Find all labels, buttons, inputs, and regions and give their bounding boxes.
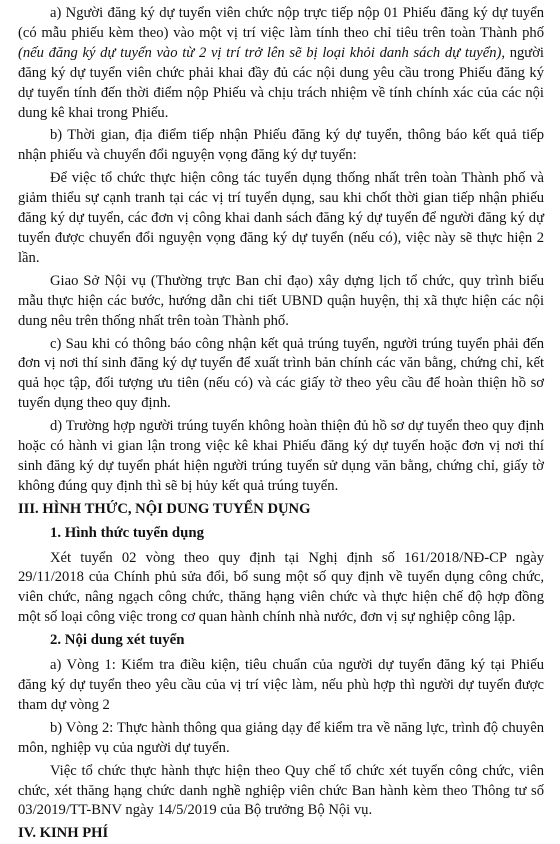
paragraph-2b: b) Vòng 2: Thực hành thông qua giảng dạy để kiểm tra về năng lực, trình độ chuyên môn, nghiệp vụ của người dự tuyển. bbox=[18, 719, 544, 756]
subsection-1-heading: 1. Hình thức tuyển dụng bbox=[50, 524, 205, 541]
paragraph-d: d) Trường hợp người trúng tuyển không hoàn thiện đủ hồ sơ dự tuyển theo quy định hoặc có hành vi gian lận trong việc kê khai Phiếu đăng ký dự tuyển hoặc đơn vị nơi thí sinh đăng ký dự tuyển phát hiện người trúng tuyển sử dụng văn bằng, chứng chỉ, giấy tờ không đúng quy định thì sẽ bị hủy kết quả trúng tuyển. bbox=[18, 418, 544, 494]
paragraph-c: c) Sau khi có thông báo công nhận kết quả trúng tuyển, người trúng tuyển phải đến đơn vị nơi thí sinh đăng ký dự tuyển để xuất trình bản chính các văn bằng, chứng chỉ, kết quả học tập, đối tượng ưu tiên (nếu có) và các giấy tờ theo yêu cầu để hoàn thiện hồ sơ tuyển dụng theo quy định. bbox=[18, 335, 544, 412]
paragraph-a bbox=[18, 4, 544, 123]
paragraph-2c: Việc tổ chức thực hành thực hiện theo Quy chế tổ chức xét tuyển công chức, viên chức, xét thăng hạng chức danh nghề nghiệp viên chức Ban hành kèm theo Thông tư số 03/2019/TT-BNV ngày 14/5/2019 của Bộ trưởng Bộ Nội vụ. bbox=[18, 762, 544, 819]
paragraph-a-text: a) Người đăng ký dự tuyển viên chức nộp trực tiếp nộp 01 Phiếu đăng ký dự tuyển (có mẫu phiếu kèm theo) vào một vị trí việc làm tính theo chỉ tiêu trên toàn Thành phố bbox=[18, 5, 544, 41]
section-iv-heading: IV. KINH PHÍ bbox=[18, 825, 109, 842]
paragraph-b-detail-1: Để việc tổ chức thực hiện công tác tuyển dụng thống nhất trên toàn Thành phố và giảm thiểu sự cạnh tranh tại các vị trí tuyển dụng, sau khi chốt thời gian tiếp nhận phiếu đăng ký dự tuyển, các đơn vị công khai danh sách đăng ký dự tuyển để người đăng ký dự tuyển được chuyển đổi nguyện vọng đăng ký dự tuyển (nếu có), việc này sẽ thực hiện 2 lần. bbox=[18, 170, 544, 266]
paragraph-a-italic-note: (nếu đăng ký dự tuyển vào từ 2 vị trí trở lên sẽ bị loại khỏi danh sách dự tuyển) bbox=[18, 44, 502, 61]
subsection-2-heading: 2. Nội dung xét tuyển bbox=[50, 632, 185, 649]
section-iii-heading: III. HÌNH THỨC, NỘI DUNG TUYỂN DỤNG bbox=[18, 500, 311, 517]
paragraph-a-text-end: , người đăng ký dự tuyển viên chức phải khai đầy đủ các nội dung yêu cầu trong Phiếu đăng ký dự tuyển tính đến thời điểm nộp Phiếu và chịu trách nhiệm về tính chính xác của các nội dung kê khai trong Phiếu. bbox=[18, 44, 544, 121]
paragraph-b-detail-2: Giao Sở Nội vụ (Thường trực Ban chỉ đạo) xây dựng lịch tổ chức, quy trình biểu mẫu thực hiện các bước, hướng dẫn chi tiết UBND quận huyện, thị xã thực hiện các nội dung nêu trên thống nhất trên toàn Thành phố. bbox=[18, 272, 544, 329]
paragraph-b: b) Thời gian, địa điểm tiếp nhận Phiếu đăng ký dự tuyển, thông báo kết quả tiếp nhận phiếu và chuyển đổi nguyện vọng đăng ký dự tuyển: bbox=[18, 127, 544, 164]
paragraph-1: Xét tuyển 02 vòng theo quy định tại Nghị định số 161/2018/NĐ-CP ngày 29/11/2018 của Chính phủ sửa đổi, bổ sung một số quy định về tuyển dụng công chức, viên chức, nâng ngạch công chức, thăng hạng viên chức và thực hiện chế độ hợp đồng một số loại công việc trong cơ quan hành chính nhà nước, đơn vị sự nghiệp công lập. bbox=[18, 549, 544, 626]
paragraph-2a: a) Vòng 1: Kiểm tra điều kiện, tiêu chuẩn của người dự tuyển đăng ký tại Phiếu đăng ký dự tuyển theo yêu cầu của vị trí việc làm, nếu phù hợp thì người dự tuyển được tham dự vòng 2 bbox=[18, 657, 544, 713]
